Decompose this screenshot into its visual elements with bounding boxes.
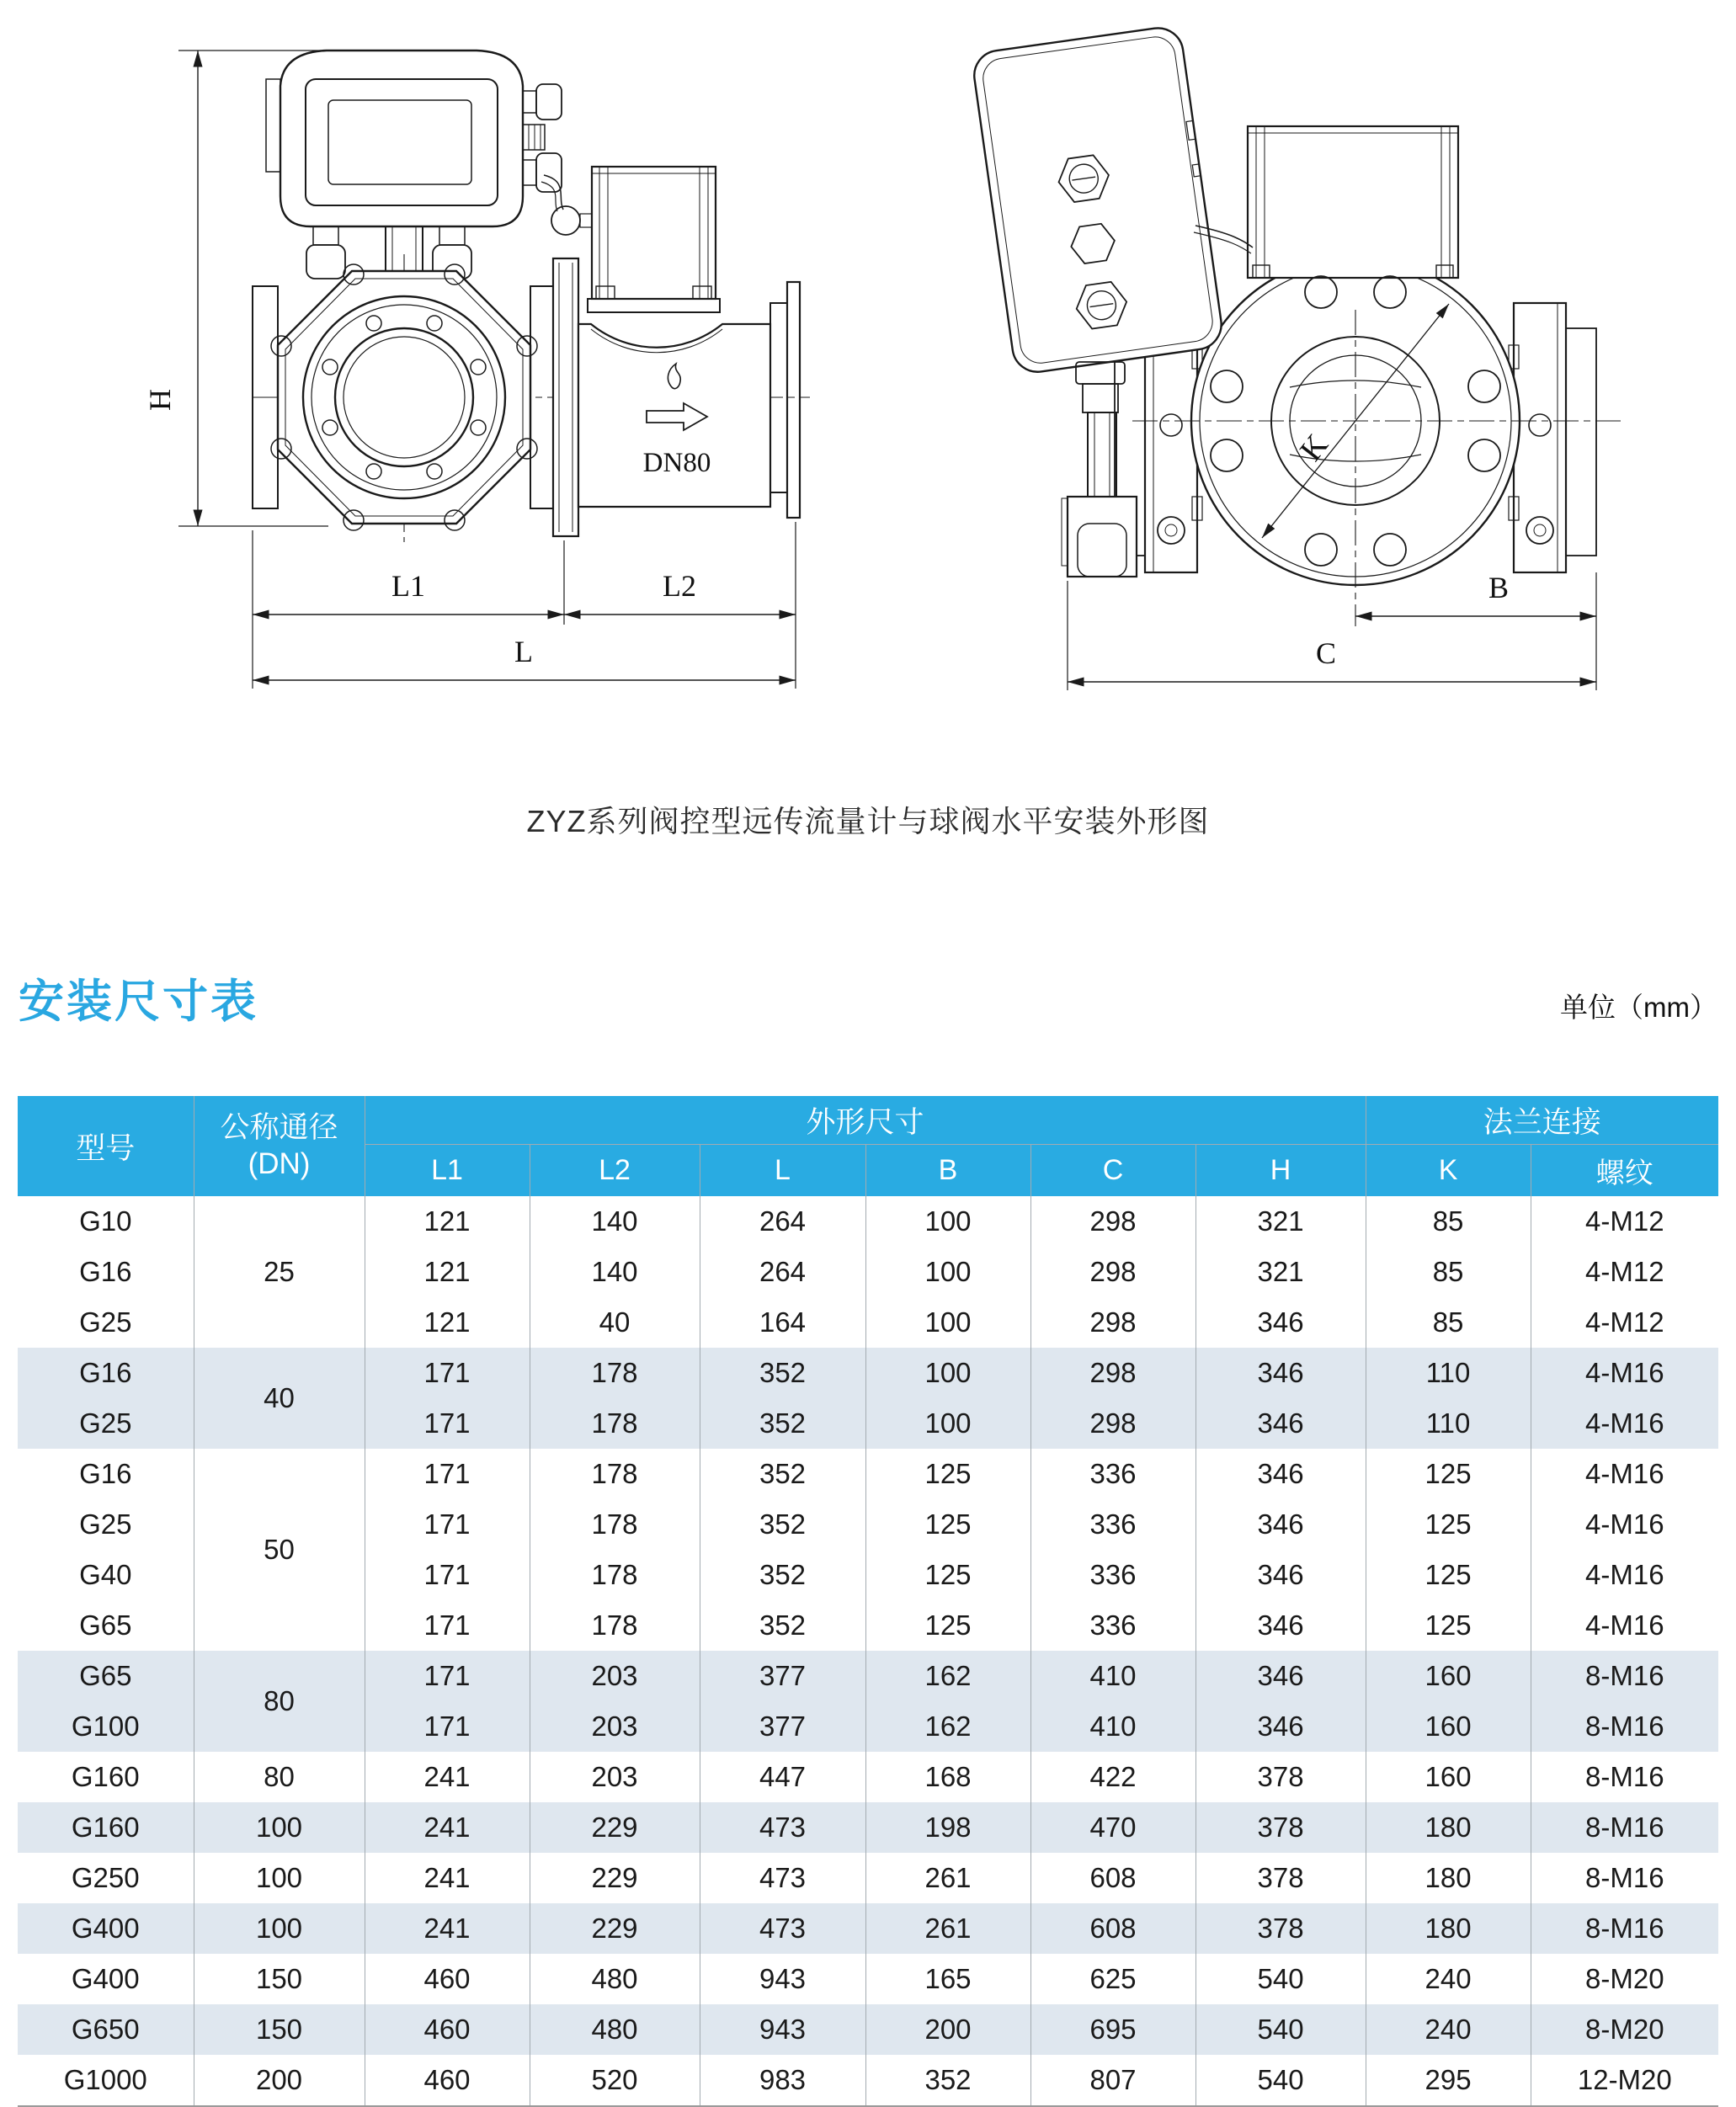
value-cell: 171 xyxy=(365,1398,530,1449)
value-cell: 378 xyxy=(1195,1903,1366,1954)
value-cell: 336 xyxy=(1030,1499,1195,1550)
value-cell: 240 xyxy=(1366,1954,1531,2004)
header-l2: L2 xyxy=(530,1145,700,1197)
value-cell: 540 xyxy=(1195,2055,1366,2106)
value-cell: 4-M12 xyxy=(1531,1196,1718,1247)
header-dn-line1: 公称通径 xyxy=(220,1110,338,1144)
dim-label-c: C xyxy=(1315,636,1337,670)
value-cell: 298 xyxy=(1030,1348,1195,1398)
value-cell: 125 xyxy=(1366,1499,1531,1550)
dim-label-k: K xyxy=(1293,428,1336,468)
value-cell: 460 xyxy=(365,1954,530,2004)
value-cell: 8-M20 xyxy=(1531,2004,1718,2055)
value-cell: 110 xyxy=(1366,1398,1531,1449)
value-cell: 8-M16 xyxy=(1531,1752,1718,1802)
model-cell: G400 xyxy=(18,1903,194,1954)
dn-cell: 100 xyxy=(194,1802,365,1853)
value-cell: 100 xyxy=(865,1348,1030,1398)
figure-left-view xyxy=(126,25,850,699)
value-cell: 171 xyxy=(365,1701,530,1752)
value-cell: 336 xyxy=(1030,1550,1195,1600)
value-cell: 460 xyxy=(365,2004,530,2055)
model-cell: G25 xyxy=(18,1499,194,1550)
value-cell: 298 xyxy=(1030,1247,1195,1297)
model-cell: G25 xyxy=(18,1297,194,1348)
model-cell: G40 xyxy=(18,1550,194,1600)
value-cell: 352 xyxy=(865,2055,1030,2106)
model-cell: G16 xyxy=(18,1247,194,1297)
figure-right-view xyxy=(943,25,1667,699)
value-cell: 470 xyxy=(1030,1802,1195,1853)
section-header xyxy=(19,966,1717,1030)
value-cell: 261 xyxy=(865,1903,1030,1954)
model-cell: G65 xyxy=(18,1651,194,1701)
value-cell: 460 xyxy=(365,2055,530,2106)
dn-cell: 80 xyxy=(194,1651,365,1752)
value-cell: 203 xyxy=(530,1651,700,1701)
value-cell: 229 xyxy=(530,1802,700,1853)
value-cell: 378 xyxy=(1195,1853,1366,1903)
value-cell: 377 xyxy=(700,1651,865,1701)
value-cell: 346 xyxy=(1195,1600,1366,1651)
header-dn xyxy=(194,1096,365,1196)
value-cell: 4-M16 xyxy=(1531,1550,1718,1600)
value-cell: 422 xyxy=(1030,1752,1195,1802)
dn-cell: 150 xyxy=(194,2004,365,2055)
value-cell: 178 xyxy=(530,1600,700,1651)
value-cell: 125 xyxy=(1366,1449,1531,1499)
value-cell: 171 xyxy=(365,1651,530,1701)
value-cell: 171 xyxy=(365,1499,530,1550)
header-thread: 螺纹 xyxy=(1531,1145,1718,1197)
value-cell: 943 xyxy=(700,1954,865,2004)
value-cell: 4-M12 xyxy=(1531,1297,1718,1348)
header-k: K xyxy=(1366,1145,1531,1197)
figure-row xyxy=(0,0,1736,699)
table-row xyxy=(18,1651,1718,1701)
value-cell: 378 xyxy=(1195,1802,1366,1853)
value-cell: 200 xyxy=(865,2004,1030,2055)
model-cell: G25 xyxy=(18,1398,194,1449)
value-cell: 346 xyxy=(1195,1499,1366,1550)
value-cell: 8-M16 xyxy=(1531,1802,1718,1853)
value-cell: 8-M16 xyxy=(1531,1903,1718,1954)
value-cell: 410 xyxy=(1030,1701,1195,1752)
header-l: L xyxy=(700,1145,865,1197)
table-row xyxy=(18,1196,1718,1247)
value-cell: 241 xyxy=(365,1752,530,1802)
value-cell: 473 xyxy=(700,1903,865,1954)
unit-note: 单位（mm） xyxy=(1560,992,1717,1023)
value-cell: 352 xyxy=(700,1348,865,1398)
dn-cell: 40 xyxy=(194,1348,365,1449)
value-cell: 100 xyxy=(865,1247,1030,1297)
value-cell: 520 xyxy=(530,2055,700,2106)
header-h: H xyxy=(1195,1145,1366,1197)
value-cell: 8-M16 xyxy=(1531,1701,1718,1752)
dn-cell: 50 xyxy=(194,1449,365,1651)
value-cell: 264 xyxy=(700,1196,865,1247)
header-model: 型号 xyxy=(18,1096,194,1196)
value-cell: 608 xyxy=(1030,1853,1195,1903)
header-dn-line2: (DN) xyxy=(248,1147,311,1180)
value-cell: 4-M16 xyxy=(1531,1348,1718,1398)
value-cell: 121 xyxy=(365,1247,530,1297)
header-c: C xyxy=(1030,1145,1195,1197)
dn-cell: 150 xyxy=(194,1954,365,2004)
value-cell: 346 xyxy=(1195,1398,1366,1449)
value-cell: 100 xyxy=(865,1398,1030,1449)
model-cell: G650 xyxy=(18,2004,194,2055)
table-row xyxy=(18,1752,1718,1802)
value-cell: 240 xyxy=(1366,2004,1531,2055)
dn-cell: 100 xyxy=(194,1853,365,1903)
value-cell: 807 xyxy=(1030,2055,1195,2106)
dim-label-l2: L2 xyxy=(663,569,696,603)
model-cell: G16 xyxy=(18,1348,194,1398)
model-cell: G1000 xyxy=(18,2055,194,2106)
header-l1: L1 xyxy=(365,1145,530,1197)
value-cell: 100 xyxy=(865,1297,1030,1348)
value-cell: 178 xyxy=(530,1449,700,1499)
value-cell: 4-M16 xyxy=(1531,1600,1718,1651)
value-cell: 229 xyxy=(530,1853,700,1903)
value-cell: 171 xyxy=(365,1348,530,1398)
value-cell: 447 xyxy=(700,1752,865,1802)
model-cell: G10 xyxy=(18,1196,194,1247)
value-cell: 180 xyxy=(1366,1853,1531,1903)
value-cell: 178 xyxy=(530,1398,700,1449)
value-cell: 4-M16 xyxy=(1531,1398,1718,1449)
value-cell: 140 xyxy=(530,1247,700,1297)
dim-label-h: H xyxy=(143,389,177,411)
value-cell: 352 xyxy=(700,1499,865,1550)
value-cell: 4-M12 xyxy=(1531,1247,1718,1297)
dim-label-l1: L1 xyxy=(391,569,425,603)
value-cell: 125 xyxy=(1366,1550,1531,1600)
value-cell: 625 xyxy=(1030,1954,1195,2004)
dimension-table xyxy=(18,1096,1718,2107)
table-row xyxy=(18,1348,1718,1398)
value-cell: 298 xyxy=(1030,1297,1195,1348)
value-cell: 473 xyxy=(700,1853,865,1903)
value-cell: 160 xyxy=(1366,1752,1531,1802)
value-cell: 346 xyxy=(1195,1701,1366,1752)
value-cell: 241 xyxy=(365,1802,530,1853)
dn-cell: 80 xyxy=(194,1752,365,1802)
value-cell: 171 xyxy=(365,1600,530,1651)
value-cell: 298 xyxy=(1030,1196,1195,1247)
value-cell: 160 xyxy=(1366,1651,1531,1701)
value-cell: 4-M16 xyxy=(1531,1449,1718,1499)
value-cell: 295 xyxy=(1366,2055,1531,2106)
value-cell: 180 xyxy=(1366,1802,1531,1853)
value-cell: 336 xyxy=(1030,1600,1195,1651)
value-cell: 336 xyxy=(1030,1449,1195,1499)
value-cell: 480 xyxy=(530,2004,700,2055)
value-cell: 540 xyxy=(1195,2004,1366,2055)
table-row xyxy=(18,1853,1718,1903)
header-flange-group: 法兰连接 xyxy=(1366,1096,1718,1145)
value-cell: 178 xyxy=(530,1348,700,1398)
value-cell: 241 xyxy=(365,1853,530,1903)
value-cell: 261 xyxy=(865,1853,1030,1903)
value-cell: 473 xyxy=(700,1802,865,1853)
value-cell: 352 xyxy=(700,1449,865,1499)
value-cell: 8-M16 xyxy=(1531,1853,1718,1903)
value-cell: 178 xyxy=(530,1550,700,1600)
value-cell: 125 xyxy=(865,1449,1030,1499)
value-cell: 168 xyxy=(865,1752,1030,1802)
dn-cell: 25 xyxy=(194,1196,365,1348)
value-cell: 352 xyxy=(700,1398,865,1449)
value-cell: 346 xyxy=(1195,1550,1366,1600)
figure-caption: ZYZ系列阀控型远传流量计与球阀水平安装外形图 xyxy=(526,804,1210,838)
value-cell: 171 xyxy=(365,1449,530,1499)
value-cell: 410 xyxy=(1030,1651,1195,1701)
value-cell: 321 xyxy=(1195,1196,1366,1247)
value-cell: 164 xyxy=(700,1297,865,1348)
value-cell: 346 xyxy=(1195,1449,1366,1499)
value-cell: 85 xyxy=(1366,1247,1531,1297)
value-cell: 352 xyxy=(700,1550,865,1600)
value-cell: 298 xyxy=(1030,1398,1195,1449)
value-cell: 377 xyxy=(700,1701,865,1752)
value-cell: 160 xyxy=(1366,1701,1531,1752)
value-cell: 171 xyxy=(365,1550,530,1600)
dim-label-b: B xyxy=(1488,571,1510,604)
value-cell: 121 xyxy=(365,1297,530,1348)
value-cell: 346 xyxy=(1195,1297,1366,1348)
value-cell: 378 xyxy=(1195,1752,1366,1802)
model-cell: G65 xyxy=(18,1600,194,1651)
value-cell: 608 xyxy=(1030,1903,1195,1954)
value-cell: 264 xyxy=(700,1247,865,1297)
value-cell: 4-M16 xyxy=(1531,1499,1718,1550)
value-cell: 12-M20 xyxy=(1531,2055,1718,2106)
value-cell: 110 xyxy=(1366,1348,1531,1398)
header-outline-group: 外形尺寸 xyxy=(365,1096,1366,1145)
value-cell: 100 xyxy=(865,1196,1030,1247)
table-row xyxy=(18,2055,1718,2106)
value-cell: 125 xyxy=(865,1550,1030,1600)
value-cell: 125 xyxy=(865,1600,1030,1651)
table-row xyxy=(18,1954,1718,2004)
model-cell: G250 xyxy=(18,1853,194,1903)
value-cell: 178 xyxy=(530,1499,700,1550)
dim-label-l: L xyxy=(514,635,533,668)
model-cell: G160 xyxy=(18,1752,194,1802)
value-cell: 352 xyxy=(700,1600,865,1651)
table-row xyxy=(18,1903,1718,1954)
model-cell: G400 xyxy=(18,1954,194,2004)
dn-cell: 200 xyxy=(194,2055,365,2106)
value-cell: 8-M20 xyxy=(1531,1954,1718,2004)
value-cell: 165 xyxy=(865,1954,1030,2004)
value-cell: 540 xyxy=(1195,1954,1366,2004)
value-cell: 943 xyxy=(700,2004,865,2055)
value-cell: 480 xyxy=(530,1954,700,2004)
value-cell: 140 xyxy=(530,1196,700,1247)
table-header xyxy=(18,1096,1718,1196)
section-title: 安装尺寸表 xyxy=(19,976,258,1027)
value-cell: 162 xyxy=(865,1651,1030,1701)
model-cell: G16 xyxy=(18,1449,194,1499)
model-cell: G100 xyxy=(18,1701,194,1752)
value-cell: 121 xyxy=(365,1196,530,1247)
value-cell: 180 xyxy=(1366,1903,1531,1954)
value-cell: 229 xyxy=(530,1903,700,1954)
table-row xyxy=(18,2004,1718,2055)
value-cell: 203 xyxy=(530,1752,700,1802)
table-row xyxy=(18,1449,1718,1499)
value-cell: 125 xyxy=(1366,1600,1531,1651)
header-b: B xyxy=(865,1145,1030,1197)
value-cell: 8-M16 xyxy=(1531,1651,1718,1701)
value-cell: 983 xyxy=(700,2055,865,2106)
value-cell: 321 xyxy=(1195,1247,1366,1297)
value-cell: 695 xyxy=(1030,2004,1195,2055)
value-cell: 40 xyxy=(530,1297,700,1348)
value-cell: 125 xyxy=(865,1499,1030,1550)
value-cell: 85 xyxy=(1366,1297,1531,1348)
value-cell: 241 xyxy=(365,1903,530,1954)
pipe-size-label: DN80 xyxy=(642,448,711,478)
table-row xyxy=(18,1802,1718,1853)
value-cell: 346 xyxy=(1195,1651,1366,1701)
model-cell: G160 xyxy=(18,1802,194,1853)
table-body xyxy=(18,1196,1718,2106)
value-cell: 162 xyxy=(865,1701,1030,1752)
dn-cell: 100 xyxy=(194,1903,365,1954)
value-cell: 346 xyxy=(1195,1348,1366,1398)
value-cell: 85 xyxy=(1366,1196,1531,1247)
value-cell: 198 xyxy=(865,1802,1030,1853)
value-cell: 203 xyxy=(530,1701,700,1752)
